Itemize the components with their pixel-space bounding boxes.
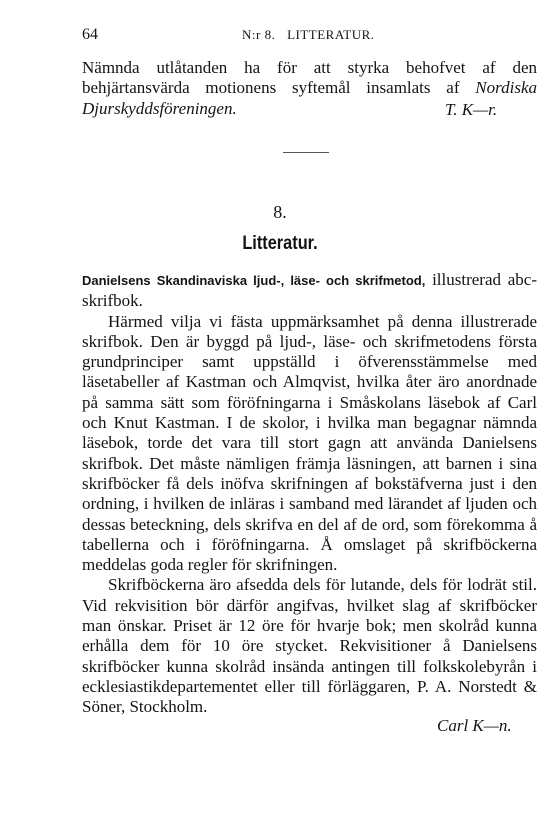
- page-header: [82, 26, 542, 46]
- entry-heading: Danielsens Skandinaviska ljud-, läse- och skrifmetod,: [82, 273, 426, 288]
- section-divider: [283, 152, 329, 153]
- intro-signature: T. K—r.: [445, 100, 498, 119]
- entry-heading-rest: illustrerad abc-skrifbok.: [82, 270, 537, 311]
- entry-paragraph-1: Härmed vilja vi fästa uppmärksamhet på denna illustrerade skrifbok. Den är byggd på ljud-, läse- och skrifmetodens första grundprinciper samt uppställd i öfverensstämmelse med läsetabeller af Kastman och Almqvist, hvilka åter äro anordnade på samma sätt som föröfningarna i Småskolans läsebok af Carl och Knut Kastman. I de skolor, i hvilka man begagnar nämnda läsebok, torde det vara till stort gagn att använda Danielsens skrifbok. Det måste nämligen främja läsningen, att barnen i sina skrifböcker få dels inöfva skrifningen af bokstäfverna just i den ordning, i hvilken de inläras i samband med lärandet af ljuden och dessas beteckning, dels skrifva en del af de ord, som förekomma å tabellerna och i föröfningarna. Å omslaget på skrifböckerna meddelas goda regler för skrifningen.: [82, 311, 537, 575]
- running-head: [242, 27, 375, 43]
- page-number: 64: [82, 26, 98, 43]
- running-head-number: N:r 8.: [242, 27, 276, 42]
- intro-text-main: Nämnda utlåtanden ha för att styrka behofvet af den behjärtansvärda motionens syftemål insamlats af: [82, 58, 537, 98]
- entry-heading-line: [82, 270, 537, 312]
- running-head-section: LITTERATUR.: [287, 27, 375, 42]
- review-entry: [82, 270, 537, 718]
- entry-paragraph-2: Skrifböckerna äro afsedda dels för lutande, dels för lodrät stil. Vid rekvisition bör därför angifvas, hvilket slag af skrifböcker man önskar. Priset är 12 öre för hvarje bok; men skolråd kunna erhålla dem för 10 öre stycket. Rekvisitioner å Danielsens skrifböcker kunna skolråd insända antingen till folkskolebyrån i ecklesiastikdepartementet eller till förläggaren, P. A. Norstedt & Söner, Stockholm.: [82, 575, 537, 717]
- intro-text-organization: Nordiska Djurskyddsföreningen.: [82, 78, 537, 118]
- section-number: 8.: [273, 202, 287, 222]
- entry-signature: Carl K—n.: [437, 716, 512, 735]
- section-title: Litteratur.: [242, 233, 318, 254]
